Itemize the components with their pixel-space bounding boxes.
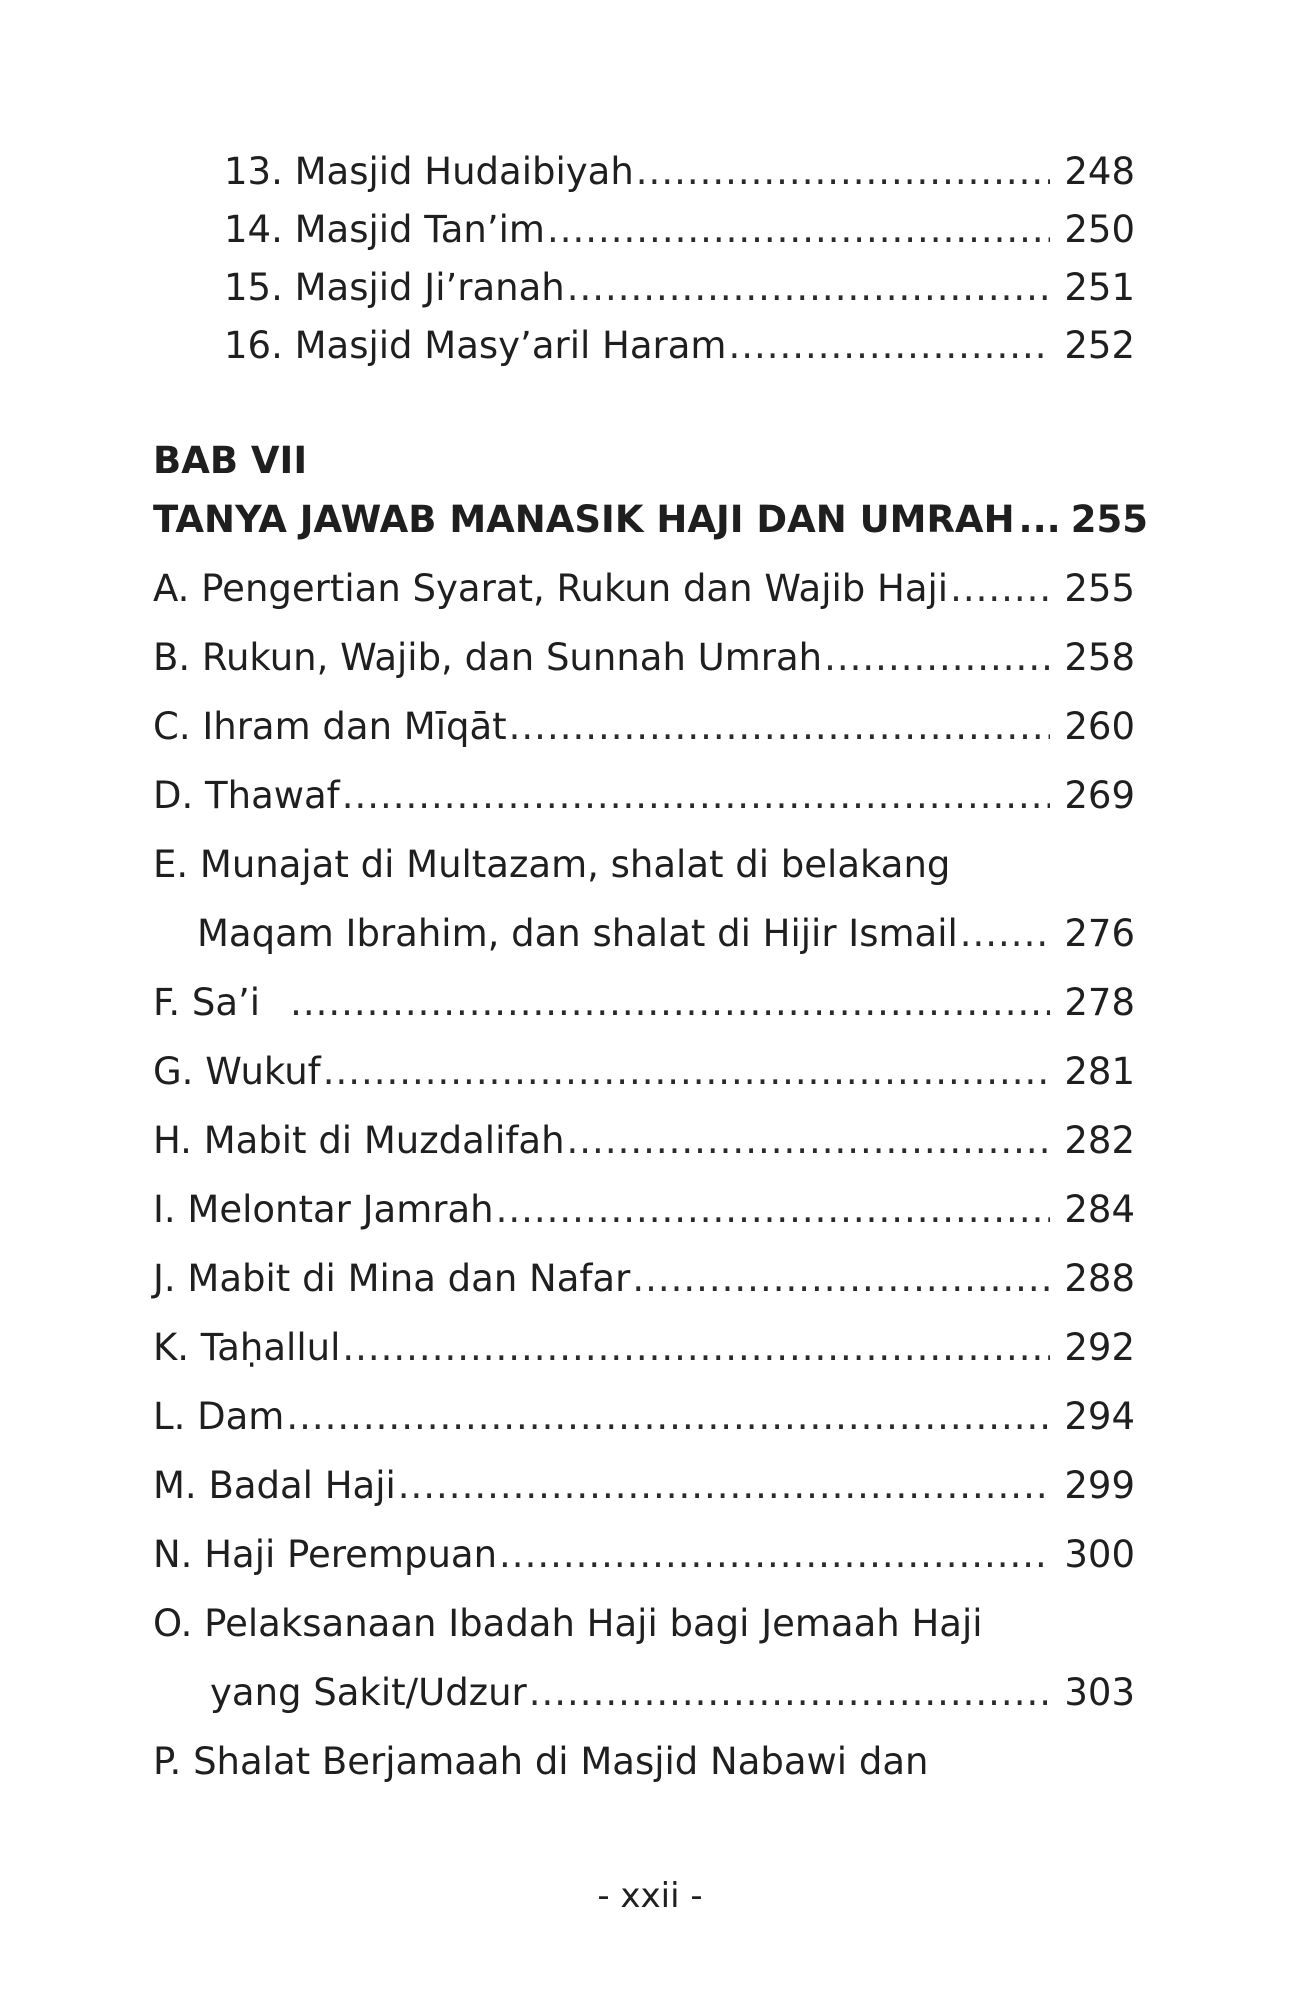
toc-entry (224, 204, 1135, 256)
toc-entry-page: 276 (1064, 912, 1135, 955)
toc-entry-label: K. Taḥallul (153, 1326, 341, 1369)
dot-leader (547, 204, 1050, 256)
toc-entry-label: D. Thawaf (153, 774, 340, 817)
toc-entry-page: 251 (1064, 266, 1135, 309)
toc-entry-page: 300 (1064, 1533, 1135, 1576)
toc-entry-page: 303 (1064, 1671, 1135, 1714)
toc-entry-label: 14. Masjid Tan’im (224, 208, 545, 251)
toc-entry-page: 260 (1064, 705, 1135, 748)
toc-entry (153, 1184, 1135, 1236)
toc-entry-page: 252 (1064, 324, 1135, 367)
toc-entry-page: 255 (1064, 567, 1135, 610)
toc-entry (153, 1667, 1135, 1719)
toc-entry-label: F. Sa’i (153, 981, 261, 1024)
chapter-title-row (153, 494, 1148, 546)
dot-leader (960, 908, 1051, 960)
toc-entry-page: 258 (1064, 636, 1135, 679)
dot-leader (499, 1529, 1050, 1581)
toc-entry-label: C. Ihram dan Mīqāt (153, 705, 507, 748)
toc-entry (153, 908, 1135, 960)
toc-entry-page: 299 (1064, 1464, 1135, 1507)
toc-entry-label: L. Dam (153, 1395, 285, 1438)
dot-leader (567, 262, 1051, 314)
toc-entry-page: 292 (1064, 1326, 1135, 1369)
toc-entry (153, 563, 1135, 615)
toc-entry (224, 262, 1135, 314)
dot-leader (728, 320, 1050, 372)
toc-entry (153, 1115, 1135, 1167)
toc-entry (153, 1529, 1135, 1581)
toc-entry-label: A. Pengertian Syarat, Rukun dan Wajib Haji (153, 567, 949, 610)
toc-entry (153, 1391, 1135, 1443)
chapter-title: TANYA JAWAB MANASIK HAJI DAN UMRAH (153, 498, 1015, 541)
toc-entry-label: H. Mabit di Muzdalifah (153, 1119, 565, 1162)
toc-entry-label: G. Wukuf (153, 1050, 321, 1093)
chapter-number: BAB VII (153, 439, 308, 482)
toc-entry-label: 15. Masjid Ji’ranah (224, 266, 565, 309)
toc-entry-page: 250 (1064, 208, 1135, 251)
toc-entry (153, 1460, 1135, 1512)
toc-entry (224, 320, 1135, 372)
toc-entry-page: 269 (1064, 774, 1135, 817)
dot-leader (342, 1322, 1050, 1374)
toc-entry-label: I. Melontar Jamrah (153, 1188, 494, 1231)
chapter-page: 255 (1070, 498, 1148, 541)
dot-leader (950, 563, 1050, 615)
toc-entry (224, 146, 1135, 198)
dot-leader (398, 1460, 1051, 1512)
toc-entry-page: 288 (1064, 1257, 1135, 1300)
dot-leader (323, 1046, 1051, 1098)
toc-entry-page: 278 (1064, 981, 1135, 1024)
dot-leader (567, 1115, 1051, 1167)
dot-leader (636, 146, 1051, 198)
toc-entry (153, 1322, 1135, 1374)
toc-entry-page: 248 (1064, 150, 1135, 193)
toc-entry-page: 282 (1064, 1119, 1135, 1162)
dot-leader (824, 632, 1050, 684)
toc-entry (153, 1046, 1135, 1098)
dot-leader (509, 701, 1051, 753)
toc-entry-label: N. Haji Perempuan (153, 1533, 498, 1576)
toc-entry-label: yang Sakit/Udzur (210, 1671, 527, 1714)
toc-entry-label: B. Rukun, Wajib, dan Sunnah Umrah (153, 636, 823, 679)
dot-leader (496, 1184, 1051, 1236)
page-number: - xxii - (597, 1876, 703, 1916)
dot-leader (286, 1391, 1050, 1443)
dot-leader (632, 1253, 1050, 1305)
chapter-dots: ... (1018, 498, 1061, 541)
toc-entry-page: 284 (1064, 1188, 1135, 1231)
toc-entry-label: P. Shalat Berjamaah di Masjid Nabawi dan (153, 1740, 929, 1783)
dot-leader (342, 770, 1051, 822)
toc-entry-label: M. Badal Haji (153, 1464, 396, 1507)
toc-entry (153, 632, 1135, 684)
toc-entry-label: J. Mabit di Mina dan Nafar (153, 1257, 631, 1300)
toc-entry (153, 977, 1135, 1029)
toc-entry-page: 281 (1064, 1050, 1135, 1093)
toc-entry-page: 294 (1064, 1395, 1135, 1438)
toc-entry-label: O. Pelaksanaan Ibadah Haji bagi Jemaah Haji (153, 1602, 983, 1645)
toc-entry-label: E. Munajat di Multazam, shalat di belakang (153, 843, 951, 886)
toc-entry-label: Maqam Ibrahim, dan shalat di Hijir Ismail (197, 912, 958, 955)
dot-leader (290, 977, 1050, 1029)
toc-entry-label: 16. Masjid Masy’aril Haram (224, 324, 727, 367)
toc-entry-label: 13. Masjid Hudaibiyah (224, 150, 634, 193)
toc-entry (153, 770, 1135, 822)
toc-entry (153, 701, 1135, 753)
toc-entry (153, 1253, 1135, 1305)
dot-leader (529, 1667, 1051, 1719)
